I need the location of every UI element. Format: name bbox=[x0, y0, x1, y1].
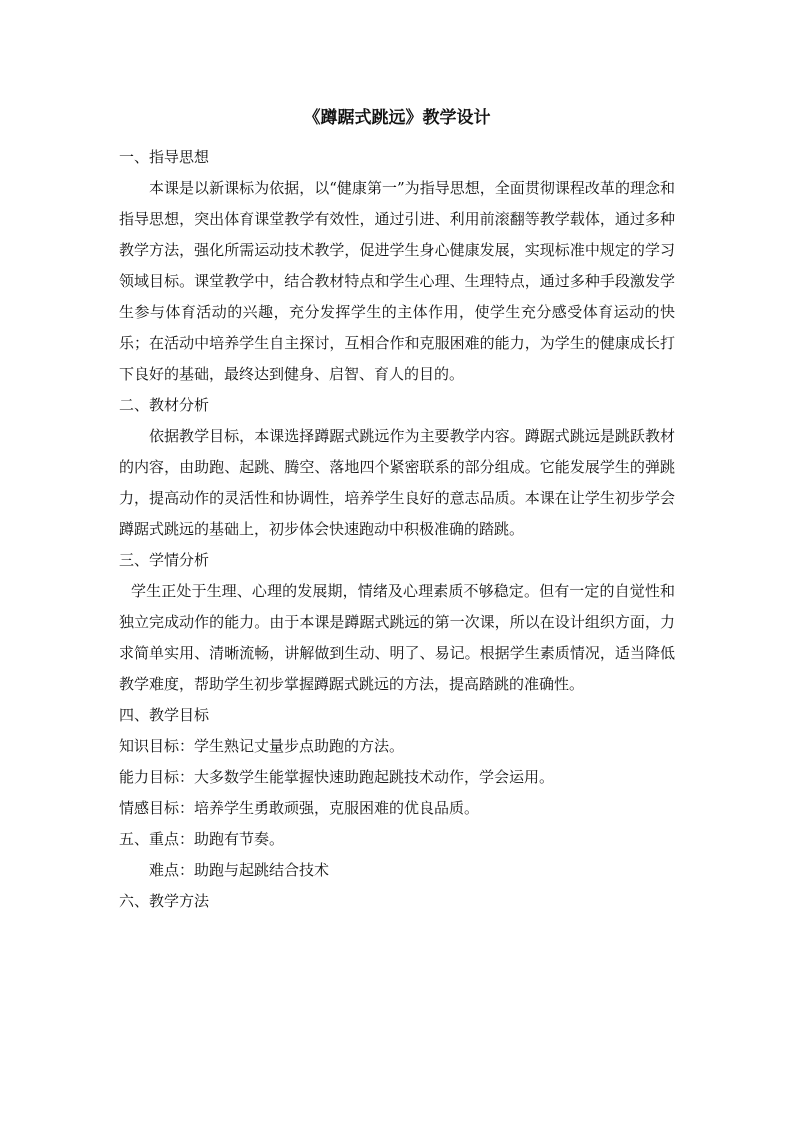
guiding-ideology-paragraph: 本课是以新课标为依据，以“健康第一”为指导思想，全面贯彻课程改革的理念和指导思想，突出体育课堂教学有效性，通过引进、利用前滚翻等教学载体，通过多种教学方法，强化所需运动技术教学，促进学生身心健康发展，实现标准中规定的学习领域目标。课堂教学中，结合教材特点和学生心理、生理特点，通过多种手段激发学生参与体育活动的兴趣，充分发挥学生的主体作用，使学生充分感受体育运动的快乐；在活动中培养学生自主探讨，互相合作和克服困难的能力，为学生的健康成长打下良好的基础，最终达到健身、启智、育人的目的。 bbox=[119, 179, 675, 383]
objective-ability: 能力目标：大多数学生能掌握快速助跑起跳技术动作，学会运用。 bbox=[119, 768, 555, 786]
document-body bbox=[119, 142, 675, 917]
objective-emotion: 情感目标：培养学生勇敢顽强，克服困难的优良品质。 bbox=[119, 799, 480, 817]
section-heading-key-point: 五、重点：助跑有节奏。 bbox=[119, 830, 285, 848]
objective-knowledge: 知识目标：学生熟记丈量步点助跑的方法。 bbox=[119, 737, 405, 755]
section-heading-guiding-ideology: 一、指导思想 bbox=[119, 148, 210, 166]
document-title: 《蹲踞式跳远》教学设计 bbox=[303, 108, 491, 128]
section-heading-teaching-methods: 六、教学方法 bbox=[119, 892, 210, 910]
section-heading-material-analysis: 二、教材分析 bbox=[119, 396, 210, 414]
student-analysis-paragraph: 学生正处于生理、心理的发展期，情绪及心理素质不够稳定。但有一定的自觉性和独立完成动作的能力。由于本课是蹲踞式跳远的第一次课，所以在设计组织方面，力求简单实用、清晰流畅，讲解做到生动、明了、易记。根据学生素质情况，适当降低教学难度，帮助学生初步掌握蹲踞式跳远的方法，提高踏跳的准确性。 bbox=[119, 582, 675, 693]
difficulty-point: 难点：助跑与起跳结合技术 bbox=[149, 861, 330, 879]
section-heading-teaching-objectives: 四、教学目标 bbox=[119, 706, 210, 724]
material-analysis-paragraph: 依据教学目标，本课选择蹲踞式跳远作为主要教学内容。蹲踞式跳远是跳跃教材的内容，由助跑、起跳、腾空、落地四个紧密联系的部分组成。它能发展学生的弹跳力，提高动作的灵活性和协调性，培养学生良好的意志品质。本课在让学生初步学会蹲踞式跳远的基础上，初步体会快速跑动中积极准确的踏跳。 bbox=[119, 427, 675, 538]
section-heading-student-analysis: 三、学情分析 bbox=[119, 551, 210, 569]
